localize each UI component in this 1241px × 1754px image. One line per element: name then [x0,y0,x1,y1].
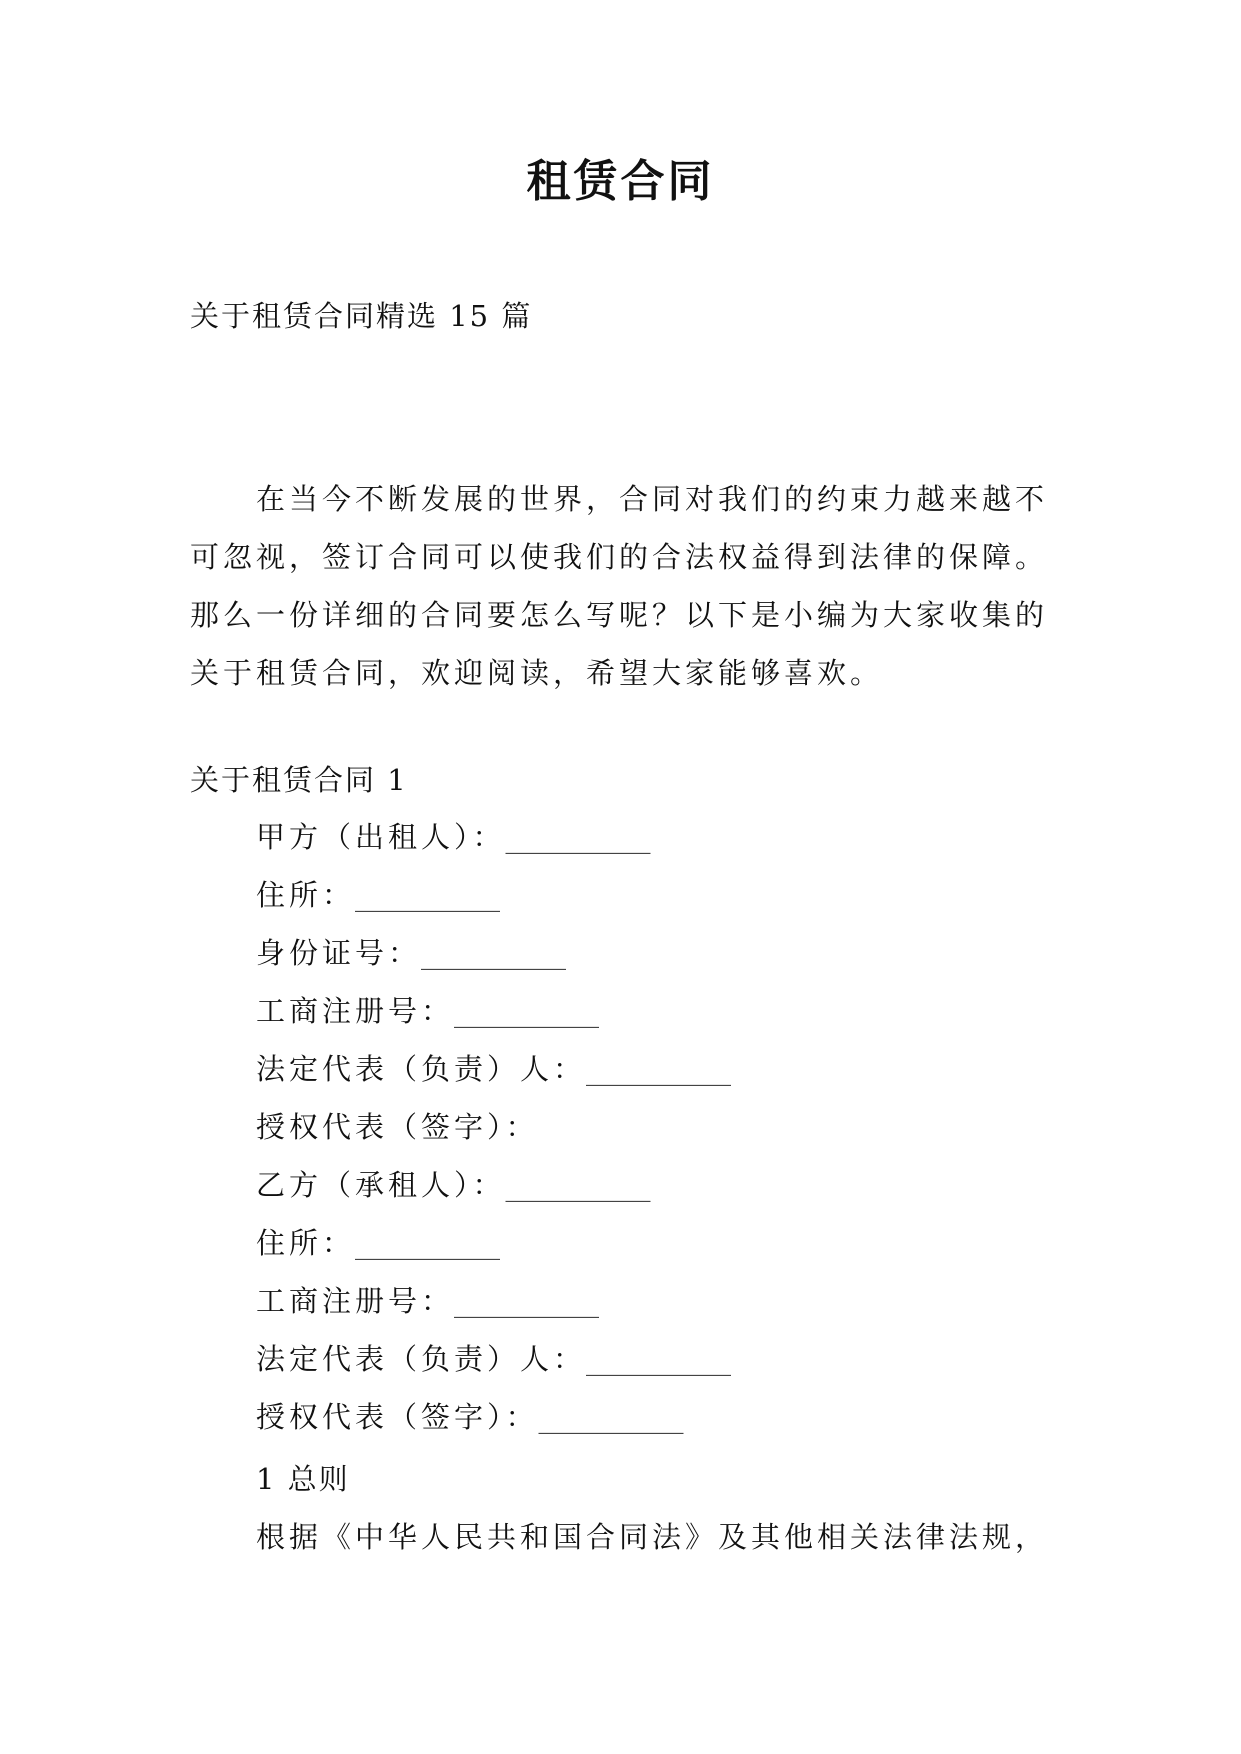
document-title: 租赁合同 [526,156,715,207]
field-blank: __________ [355,878,501,912]
document-subtitle: 关于租赁合同精选 15 篇 [190,299,533,333]
general-heading: 1 总则 [256,1462,350,1496]
field-line [256,1040,731,1098]
field-blank: __________ [505,820,651,854]
field-label: 授权代表（签字）： [256,1110,539,1144]
field-blank: __________ [421,936,567,970]
field-line [256,924,731,982]
field-line [256,1330,731,1388]
field-label: 工商注册号： [256,1284,455,1318]
field-line [256,982,731,1040]
field-label: 法定代表（负责）人： [256,1052,587,1086]
field-label: 法定代表（负责）人： [256,1342,587,1376]
field-label: 住所： [256,1226,356,1260]
field-blank: __________ [586,1342,732,1376]
field-blank: __________ [454,1284,600,1318]
field-label: 住所： [256,878,356,912]
field-line [256,1214,731,1272]
body-paragraph: 根据《中华人民共和国合同法》及其他相关法律法规， [256,1520,1049,1554]
intro-paragraph: 在当今不断发展的世界，合同对我们的约束力越来越不可忽视，签订合同可以使我们的合法权益得到法律的保障。那么一份详细的合同要怎么写呢？以下是小编为大家收集的关于租赁合同，欢迎阅读，希望大家能够喜欢。 [190,482,1049,690]
field-line [256,1272,731,1330]
field-label: 工商注册号： [256,994,455,1028]
field-label: 身份证号： [256,936,422,970]
field-line [256,808,731,866]
field-label: 甲方（出租人）： [256,820,506,854]
field-blank: __________ [586,1052,732,1086]
field-blank: __________ [538,1400,684,1434]
field-line [256,1388,731,1446]
field-blank: __________ [505,1168,651,1202]
party-fields-list [256,808,731,1446]
field-label: 授权代表（签字）： [256,1400,539,1434]
field-line [256,1098,731,1156]
field-label: 乙方（承租人）： [256,1168,506,1202]
field-line [256,1156,731,1214]
field-line [256,866,731,924]
field-blank: __________ [454,994,600,1028]
section-title: 关于租赁合同 1 [190,763,408,797]
field-blank: __________ [355,1226,501,1260]
